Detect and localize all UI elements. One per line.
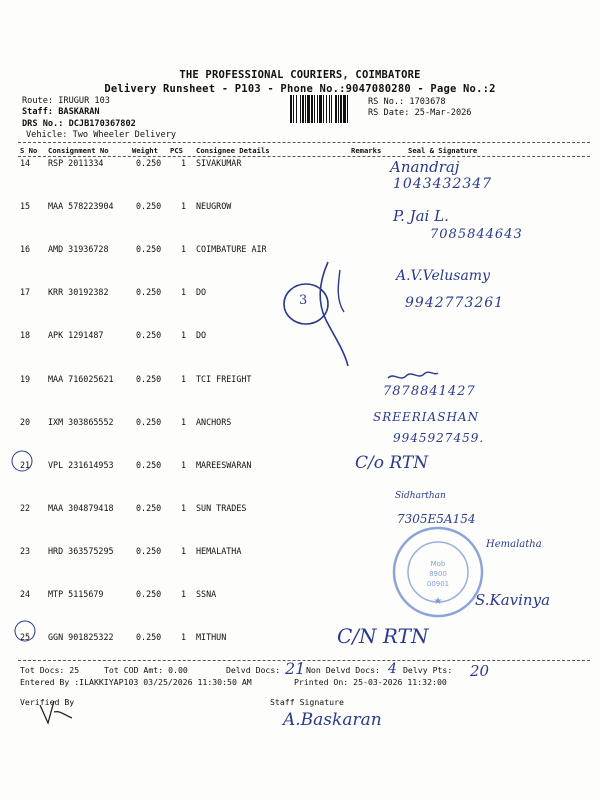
hw-r19-phone: 7878841427 (383, 384, 476, 399)
row-weight: 0.250 (136, 589, 162, 599)
row-sno: 21 (20, 459, 31, 470)
svg-text:00901: 00901 (426, 580, 450, 588)
row-sno: 15 (20, 201, 31, 212)
header-rule-bottom (18, 156, 590, 157)
row-pcs: 1 (181, 244, 187, 255)
svg-text:★: ★ (433, 596, 443, 607)
table-row (18, 201, 588, 213)
stamp-text: Mob (430, 560, 446, 568)
hw-r14-phone: 1043432347 (393, 176, 493, 192)
hw-staff-signature: A.Baskaran (283, 710, 382, 730)
row-consignment: VPL 231614953 (48, 459, 114, 470)
barcode (290, 95, 365, 123)
table-row (18, 417, 588, 429)
row-consignment: HRD 363575295 (48, 545, 114, 556)
table-row (18, 374, 588, 386)
row-sno: 17 (20, 287, 31, 298)
row-consignment: GGN 901825322 (48, 632, 114, 643)
verified-by-label: Verified By (20, 697, 75, 707)
row-consignment: RSP 2011334 (48, 158, 104, 168)
hw-r20-name: SREERIASHAN (373, 410, 480, 424)
row-pcs: 1 (181, 459, 187, 470)
row-pcs: 1 (181, 287, 187, 298)
hw-delivered-count: 21 (285, 659, 306, 678)
row-pcs: 1 (181, 201, 187, 212)
hw-r17-phone: 9942773261 (405, 295, 505, 311)
row-consignee: MAREESWARAN (196, 459, 252, 470)
row-consignment: KRR 30192382 (48, 287, 109, 298)
row-pcs: 1 (181, 416, 187, 427)
col-pcs: PCS (170, 146, 183, 155)
row-consignee: MITHUN (196, 632, 227, 643)
row-pcs: 1 (181, 373, 187, 384)
row-weight: 0.250 (136, 201, 162, 212)
table-row (18, 158, 588, 170)
row-consignment: APK 1291487 (48, 330, 104, 341)
company-title: THE PROFESSIONAL COURIERS, COIMBATORE (179, 69, 421, 81)
rs-number: RS No.: 1703678 (368, 97, 446, 107)
hw-r15-phone: 7085844643 (430, 227, 523, 242)
hw-delivery-points-count: 20 (470, 662, 490, 680)
drs-number: DRS No.: DCJB170367802 (22, 119, 136, 129)
row-sno: 22 (20, 502, 31, 513)
route-label: Route: IRUGUR 103 (22, 96, 110, 106)
hw-r25-note: C/N RTN (337, 624, 429, 648)
entered-by: Entered By :ILAKKIYAP103 03/25/2026 11:30:50 AM (20, 677, 252, 687)
row-weight: 0.250 (136, 459, 162, 470)
row-sno: 14 (20, 158, 31, 168)
col-remarks: Remarks (351, 146, 382, 155)
row-weight: 0.250 (136, 330, 162, 341)
printed-on: Printed On: 25-03-2026 11:32:00 (294, 677, 447, 687)
row-weight: 0.250 (136, 416, 162, 427)
row-sno: 25 (20, 632, 31, 643)
hw-non-delivered-count: 4 (388, 661, 397, 677)
pen-stroke-17 (320, 262, 348, 366)
hw-r22-name: Sidharthan (395, 491, 446, 501)
row-sno: 16 (20, 244, 31, 255)
row-consignment: IXM 303865552 (48, 416, 114, 427)
hw-r21-note: C/o RTN (355, 453, 429, 473)
col-seal: Seal & Signature (408, 146, 478, 155)
vehicle-label: Vehicle: Two Wheeler Delivery (26, 130, 177, 140)
hw-r20-phone: 9945927459. (393, 431, 485, 445)
col-consignment: Consignment No (48, 146, 109, 155)
hw-r14-name: Anandraj (390, 158, 460, 176)
header-rule-top (18, 142, 590, 143)
row-consignee: ANCHORS (196, 416, 232, 427)
row-consignee: DO (196, 287, 207, 298)
rs-date: RS Date: 25-Mar-2026 (368, 108, 472, 118)
row-consignee: NEUGROW (196, 201, 232, 212)
staff-label: Staff: BASKARAN (22, 107, 100, 117)
total-docs: Tot Docs: 25 (20, 665, 80, 675)
table-row (18, 330, 588, 342)
col-weight: Weight (132, 146, 158, 155)
row-pcs: 1 (181, 330, 187, 341)
total-cod: Tot COD Amt: 0.00 (104, 665, 188, 675)
row-weight: 0.250 (136, 632, 162, 643)
row-weight: 0.250 (136, 244, 162, 255)
row-consignee: SSNA (196, 589, 217, 599)
delivery-points-label: Delvy Pts: (403, 665, 453, 675)
hw-r22-phone: 7305E5A154 (397, 512, 476, 526)
table-row (18, 244, 588, 256)
row-pcs: 1 (181, 589, 187, 599)
row-pcs: 1 (181, 502, 187, 513)
table-row (18, 632, 588, 644)
row-consignment: AMD 31936728 (48, 244, 109, 255)
delivered-docs-label: Delvd Docs: (226, 665, 281, 675)
row-consignee: COIMBATURE AIR (196, 244, 267, 255)
table-row (18, 503, 588, 515)
hw-r17-name: A.V.Velusamy (396, 268, 490, 284)
row-sno: 20 (20, 416, 31, 427)
row-consignment: MAA 304879418 (48, 502, 114, 513)
row-sno: 24 (20, 589, 31, 599)
row-consignee: HEMALATHA (196, 545, 242, 556)
row-consignee: TCI FREIGHT (196, 373, 252, 384)
company-stamp (394, 528, 482, 616)
row-weight: 0.250 (136, 158, 162, 168)
col-consignee: Consignee Details (196, 146, 270, 155)
row-sno: 23 (20, 545, 31, 556)
row-sno: 19 (20, 373, 31, 384)
non-delivered-docs-label: Non Delvd Docs: (306, 665, 380, 675)
row-consignee: SUN TRADES (196, 502, 247, 513)
row-consignment: MAA 578223904 (48, 201, 114, 212)
hw-r23-name: Hemalatha (486, 539, 542, 550)
table-row (18, 460, 588, 472)
staff-signature-label: Staff Signature (270, 697, 344, 707)
row-weight: 0.250 (136, 373, 162, 384)
row-sno: 18 (20, 330, 31, 341)
row-weight: 0.250 (136, 502, 162, 513)
hw-r24-sign: S.Kavinya (475, 591, 551, 609)
row-pcs: 1 (181, 545, 187, 556)
hw-circle-digit: 3 (299, 293, 308, 308)
hw-r15-name: P. Jai L. (393, 207, 449, 225)
row-consignee: SIVAKUMAR (196, 158, 242, 168)
row-weight: 0.250 (136, 545, 162, 556)
row-consignee: DO (196, 330, 207, 341)
runsheet-subtitle: Delivery Runsheet - P103 - Phone No.:9047080280 - Page No.:2 (104, 83, 496, 95)
row-consignment: MTP 5115679 (48, 589, 104, 599)
svg-text:8900: 8900 (429, 570, 447, 578)
row-pcs: 1 (181, 158, 187, 168)
col-sno: S No (20, 146, 38, 155)
row-weight: 0.250 (136, 287, 162, 298)
row-pcs: 1 (181, 632, 187, 643)
row-consignment: MAA 716025621 (48, 373, 114, 384)
